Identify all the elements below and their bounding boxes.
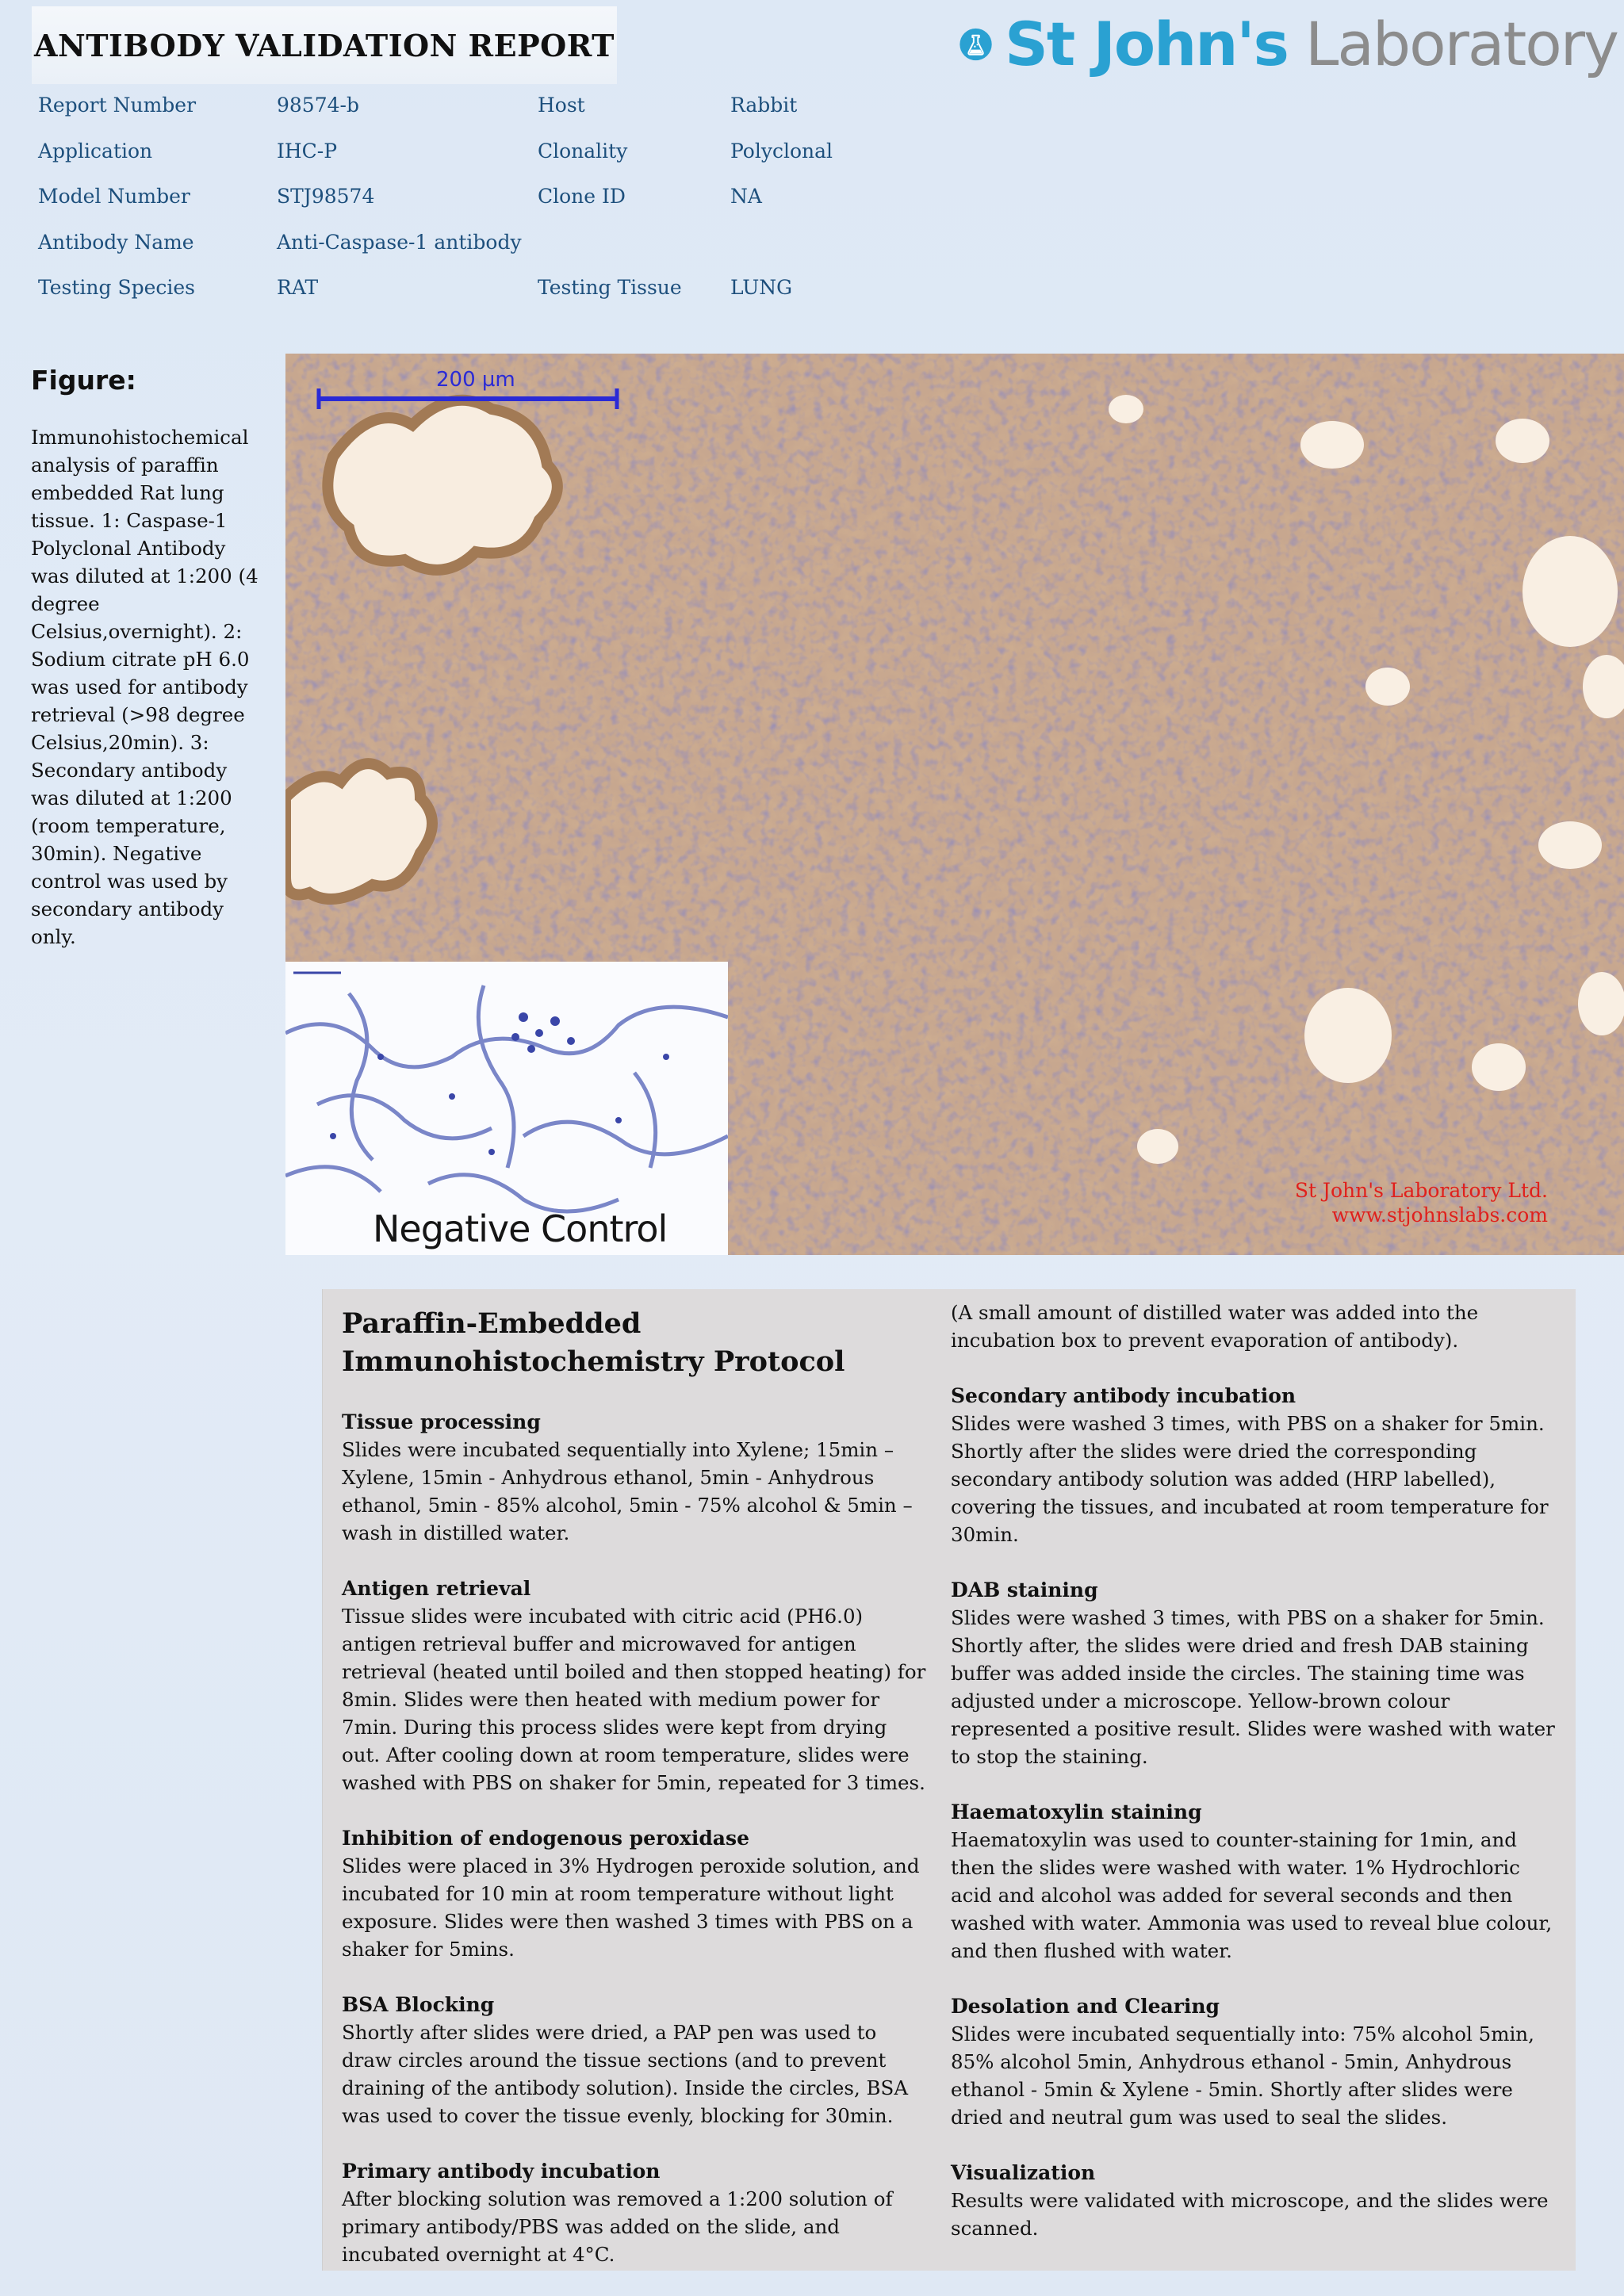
- protocol-section: [951, 1382, 1561, 1548]
- info-label: Application: [38, 139, 153, 163]
- section-heading: Tissue processing: [342, 1410, 541, 1433]
- info-label: Report Number: [38, 94, 197, 117]
- protocol-section: [342, 1575, 929, 1797]
- section-body: Slides were washed 3 times, with PBS on a shaker for 5min. Shortly after, the slides were dried and fresh DAB staining buffer was added inside the circles. The staining time was adjusted under a microscope. Yellow-brown colour represented a positive result. Slides were washed with water to stop the staining.: [951, 1606, 1555, 1768]
- section-body: Slides were washed 3 times, with PBS on a shaker for 5min. Shortly after the slides were dried the corresponding secondary antibody solution was added (HRP labelled), covering the tissues, and incubated at room temperature for 30min.: [951, 1412, 1549, 1546]
- info-label: Clone ID: [538, 185, 626, 208]
- logo-rest: Laboratory: [1305, 9, 1618, 79]
- info-label: Model Number: [38, 185, 190, 208]
- protocol-section: [951, 1798, 1561, 1965]
- protocol-section: [342, 1408, 929, 1547]
- info-label: Clonality: [538, 139, 628, 163]
- info-label: Antibody Name: [38, 230, 194, 254]
- section-body: Tissue slides were incubated with citric acid (PH6.0) antigen retrieval buffer and microwaved for antigen retrieval (heated until boiled and then stopped heating) for 8min. Slides were then heated with medium power for 7min. During this process slides were kept from drying out. After cooling down at room temperature, slides were washed with PBS on shaker for 5min, repeated for 3 times.: [342, 1605, 926, 1794]
- protocol-section: [951, 2159, 1561, 2242]
- section-body: After blocking solution was removed a 1:200 solution of primary antibody/PBS was added on the slide, and incubated overnight at 4°C.: [342, 2187, 893, 2266]
- protocol-section: [951, 1299, 1561, 1354]
- section-body: Haematoxylin was used to counter-staining for 1min, and then the slides were washed with water. 1% Hydrochloric acid and alcohol was added for several seconds and then washed with water. Ammonia was used to reveal blue colour, and then flushed with water.: [951, 1828, 1553, 1962]
- protocol-left-column: [342, 1300, 929, 2296]
- section-heading: DAB staining: [951, 1578, 1098, 1601]
- section-heading: Inhibition of endogenous peroxidase: [342, 1827, 749, 1850]
- section-heading: Primary antibody incubation: [342, 2160, 661, 2183]
- info-value: Rabbit: [730, 94, 798, 117]
- protocol-title: Paraffin-Embedded Immunohistochemistry Protocol: [342, 1307, 845, 1378]
- section-body: Slides were incubated sequentially into Xylene; 15min – Xylene, 15min - Anhydrous ethanol, 5min - Anhydrous ethanol, 5min - 85% alcohol, 5min - 75% alcohol & 5min – wash in distilled water.: [342, 1438, 913, 1544]
- info-value: IHC-P: [277, 139, 338, 163]
- info-value: STJ98574: [277, 185, 375, 208]
- image-watermark: [1295, 1178, 1548, 1227]
- info-label: Host: [538, 94, 585, 117]
- ihc-micrograph: [285, 354, 1624, 1255]
- negative-control-inset: [285, 962, 728, 1255]
- section-heading: Antigen retrieval: [342, 1577, 531, 1600]
- section-heading: Secondary antibody incubation: [951, 1384, 1297, 1407]
- watermark-company: St John's Laboratory Ltd.: [1294, 1179, 1548, 1202]
- flask-icon: [959, 2, 992, 86]
- info-value: Anti-Caspase-1 antibody: [277, 230, 522, 254]
- protocol-section: [951, 1576, 1561, 1770]
- report-title: ANTIBODY VALIDATION REPORT: [34, 27, 615, 63]
- figure-caption: Immunohistochemical analysis of paraffin embedded Rat lung tissue. 1: Caspase-1 Polyclonal Antibody was diluted at 1:200 (4 degree Celsius,overnight). 2: Sodium citrate pH 6.0 was used for antibody retrieval (>98 degree Celsius,20min). 3: Secondary antibody was diluted at 1:200 (room temperature, 30min). Negative control was used by secondary antibody only.: [31, 426, 259, 948]
- section-body: Slides were incubated sequentially into: 75% alcohol 5min, 85% alcohol 5min, Anhydrous ethanol - 5min, Anhydrous ethanol - 5min & Xylene - 5min. Shortly after slides were dried and neutral gum was used to seal the slides.: [951, 2022, 1534, 2129]
- info-value: 98574-b: [277, 94, 359, 117]
- section-body: Results were validated with microscope, and the slides were scanned.: [951, 2189, 1549, 2240]
- protocol-section: [951, 1992, 1561, 2131]
- section-heading: Haematoxylin staining: [951, 1800, 1202, 1823]
- section-heading: BSA Blocking: [342, 1993, 495, 2016]
- section-heading: Desolation and Clearing: [951, 1995, 1220, 2018]
- section-continuation: (A small amount of distilled water was added into the incubation box to prevent evaporation of antibody).: [951, 1301, 1479, 1352]
- watermark-url: www.stjohnslabs.com: [1331, 1203, 1548, 1226]
- protocol-section: [342, 1824, 929, 1963]
- negative-control-label: Negative Control: [373, 1207, 668, 1250]
- info-label: Testing Tissue: [538, 276, 682, 299]
- section-heading: Visualization: [951, 2161, 1096, 2184]
- info-label: Testing Species: [38, 276, 195, 299]
- protocol-right-column: [951, 1299, 1561, 2270]
- section-body: Slides were placed in 3% Hydrogen peroxide solution, and incubated for 10 min at room temperature without light exposure. Slides were then washed 3 times with PBS on a shaker for 5mins.: [342, 1854, 920, 1961]
- protocol-panel: [322, 1289, 1576, 2271]
- info-value: NA: [730, 185, 762, 208]
- info-value: LUNG: [730, 276, 793, 299]
- protocol-section: [342, 2157, 929, 2268]
- info-value: RAT: [277, 276, 319, 299]
- scale-bar-label: 200 µm: [436, 368, 515, 392]
- logo-brand: St John's: [1005, 9, 1288, 79]
- protocol-section: [342, 1991, 929, 2130]
- logo-wordmark: [1005, 9, 1618, 79]
- figure-heading: Figure:: [31, 365, 136, 396]
- info-value: Polyclonal: [730, 139, 833, 163]
- section-body: Shortly after slides were dried, a PAP pen was used to draw circles around the tissue sections (and to prevent draining of the antibody solution). Inside the circles, BSA was used to cover the tissue evenly, blocking for 30min.: [342, 2021, 909, 2127]
- lab-logo: [959, 2, 1618, 87]
- report-title-box: [32, 6, 617, 84]
